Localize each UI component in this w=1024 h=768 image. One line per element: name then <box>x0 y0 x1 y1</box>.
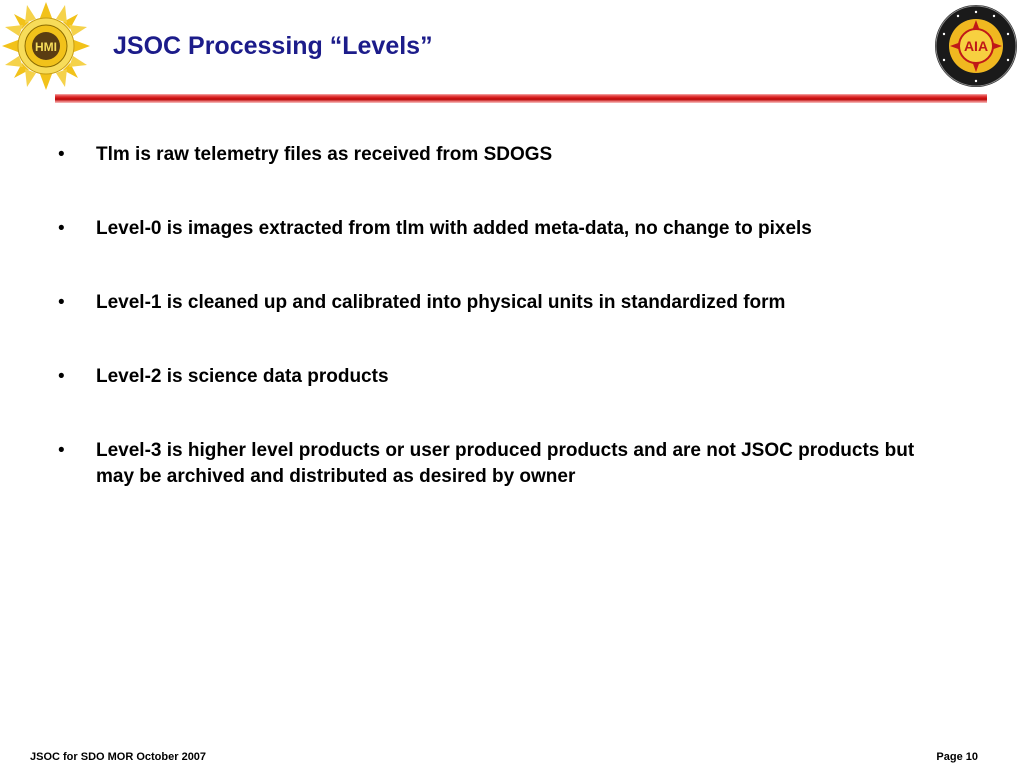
bullet-text: Tlm is raw telemetry files as received from SDOGS <box>96 144 553 165</box>
bullet-text: Level-1 is cleaned up and calibrated into physical units in standardized form <box>96 292 786 313</box>
bullet-item <box>58 290 785 316</box>
bullet-item <box>58 438 956 490</box>
bullet-text: Level-0 is images extracted from tlm with added meta-data, no change to pixels <box>96 218 812 239</box>
bullet-dot: • <box>58 292 65 313</box>
bullet-dot: • <box>58 218 65 239</box>
bullet-item <box>58 364 389 390</box>
footer-left-text: JSOC for SDO MOR October 2007 <box>30 751 207 763</box>
aia-logo <box>934 4 1018 88</box>
bullet-dot: • <box>58 366 65 387</box>
bullet-item <box>58 216 812 242</box>
bullet-item <box>58 142 552 168</box>
hmi-logo <box>0 0 92 92</box>
svg-text:HMI: HMI <box>35 40 57 54</box>
bullet-dot: • <box>58 440 65 461</box>
title-underline-rule <box>55 94 987 103</box>
bullet-dot: • <box>58 144 65 165</box>
svg-text:AIA: AIA <box>963 38 989 54</box>
slide-title: JSOC Processing “Levels” <box>113 32 433 60</box>
bullet-text: Level-3 is higher level products or user produced products and are not JSOC products but may be archived and distributed as desired by owner <box>96 440 915 487</box>
bullet-text: Level-2 is science data products <box>96 366 389 387</box>
page-number: Page 10 <box>936 751 978 763</box>
